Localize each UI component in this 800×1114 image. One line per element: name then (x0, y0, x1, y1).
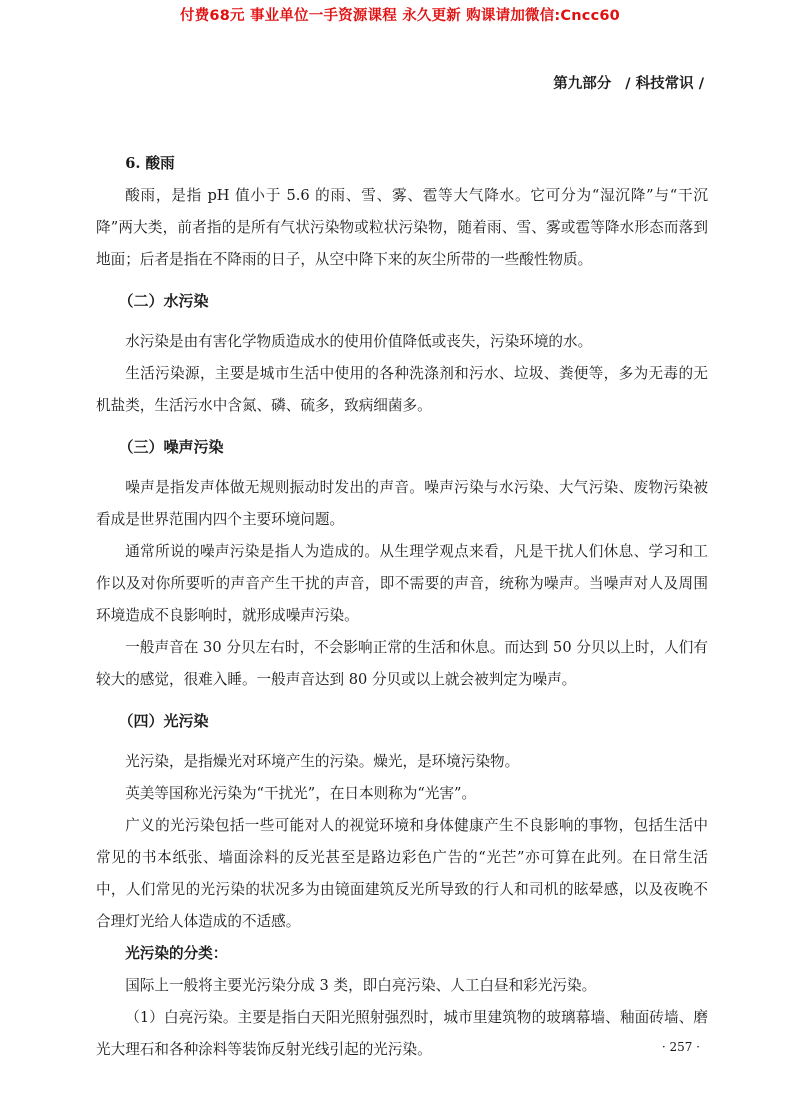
header-section: / 科技常识 / (625, 76, 704, 92)
paragraph-light-5: （1）白亮污染。主要是指白天阳光照射强烈时，城市里建筑物的玻璃幕墙、釉面砖墙、磨光大理石和各种涂料等装饰反射光线引起的光污染。 (96, 1009, 708, 1058)
paragraph-noise-2: 通常所说的噪声污染是指人为造成的。从生理学观点来看，凡是干扰人们休息、学习和工作以及对你所要听的声音产生干扰的声音，即不需要的声音，统称为噪声。当噪声对人及周围环境造成不良影响时，就形成噪声污染。 (96, 543, 708, 624)
heading-light-pollution: （四）光污染 (118, 712, 209, 730)
paragraph-light-1: 光污染，是指燥光对环境产生的污染。燥光，是环境污染物。 (125, 753, 520, 770)
watermark-banner: 付费68元 事业单位一手资源课程 永久更新 购课请加微信:Cncc60 (180, 8, 620, 24)
header-part: 第九部分 (553, 76, 612, 92)
heading-noise-pollution: （三）噪声污染 (118, 438, 224, 456)
paragraph-light-2: 英美等国称光污染为“干扰光”，在日本则称为“光害”。 (125, 785, 477, 802)
paragraph-noise-1: 噪声是指发声体做无规则振动时发出的声音。噪声污染与水污染、大气污染、废物污染被看成是世界范围内四个主要环境问题。 (96, 479, 708, 528)
paragraph-water-2: 生活污染源，主要是城市生活中使用的各种洗涤剂和污水、垃圾、粪便等，多为无毒的无机盐类，生活污水中含氮、磷、硫多，致病细菌多。 (96, 365, 708, 414)
paragraph-acid-rain: 酸雨，是指 pH 值小于 5.6 的雨、雪、雾、雹等大气降水。它可分为“湿沉降”与“干沉降”两大类，前者指的是所有气状污染物或粒状污染物，随着雨、雪、雾或雹等降水形态而落到地面；后者是指在不降雨的日子，从空中降下来的灰尘所带的一些酸性物质。 (96, 187, 708, 268)
heading-water-pollution: （二）水污染 (118, 292, 209, 310)
page-body (96, 148, 708, 1066)
heading-acid-rain: 6. 酸雨 (125, 155, 175, 172)
running-header (553, 72, 704, 93)
page-number: · 257 · (661, 1040, 700, 1054)
paragraph-noise-3: 一般声音在 30 分贝左右时，不会影响正常的生活和休息。而达到 50 分贝以上时，人们有较大的感觉，很难入睡。一般声音达到 80 分贝或以上就会被判定为噪声。 (96, 639, 708, 688)
paragraph-light-4: 国际上一般将主要光污染分成 3 类，即白亮污染、人工白昼和彩光污染。 (125, 977, 597, 994)
heading-light-classification: 光污染的分类： (125, 945, 228, 962)
paragraph-water-1: 水污染是由有害化学物质造成水的使用价值降低或丧失，污染环境的水。 (125, 333, 593, 350)
paragraph-light-3: 广义的光污染包括一些可能对人的视觉环境和身体健康产生不良影响的事物，包括生活中常见的书本纸张、墙面涂料的反光甚至是路边彩色广告的“光芒”亦可算在此列。在日常生活中，人们常见的光污染的状况多为由镜面建筑反光所导致的行人和司机的眩晕感，以及夜晚不合理灯光给人体造成的不适感。 (96, 817, 708, 930)
